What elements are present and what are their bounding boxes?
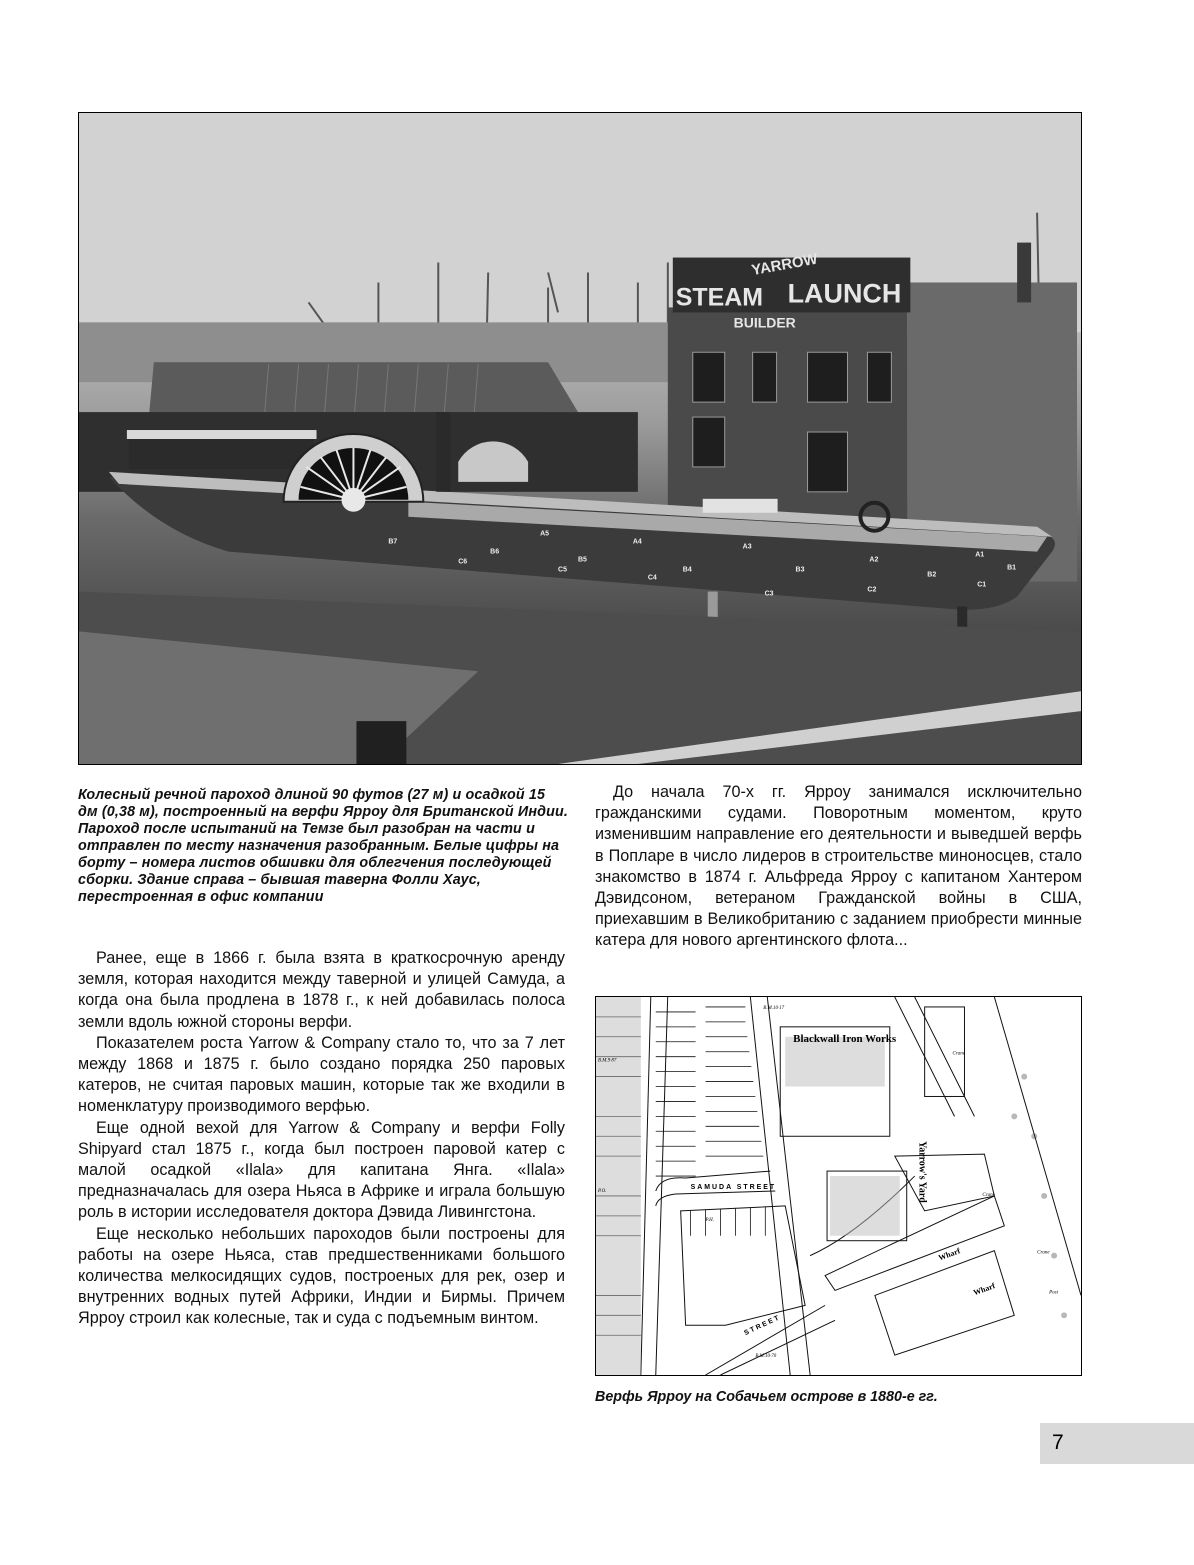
photo-caption: Колесный речной пароход длиной 90 футов (27 м) и осадкой 15 дм (0,38 м), построенный на верфи Ярроу для Британской Индии. Пароход после испытаний на Темзе был разобран на части и отправлен по месту назначения разобранным. Белые цифры на борту – номера листов обшивки для облегчения последующей сборки. Здание справа – бывшая таверна Фолли Хаус, перестроенная в офис компании	[78, 787, 569, 905]
svg-text:B7: B7	[388, 538, 398, 546]
map-caption: Верфь Ярроу на Собачьем острове в 1880-е гг.	[595, 1389, 938, 1405]
paragraph: Еще одной вехой для Yarrow & Company и верфи Folly Shipyard стал 1875 г., когда был построен паровой катер с малой осадкой «Ilala» для капитана Янга. «Ilala» предназначалась для озера Ньяса в Африке и играла большую роль в истории исследователя доктора Дэвида Ливингстона.	[78, 1118, 565, 1222]
paddle-steamer-illustration	[79, 113, 1081, 764]
page-number: 7	[1052, 1431, 1064, 1454]
paragraph: Еще несколько небольших пароходов были построены для работы на озере Ньяса, став предшественниками большого количества мелкосидящих судов, построеных для рек, озер и внутренних водных путей Африки, Индии и Бирмы. Причем Ярроу строил как колесные, так и суда с подъемным винтом.	[78, 1224, 565, 1328]
svg-text:C1: C1	[977, 581, 987, 589]
shipyard-photo	[78, 112, 1082, 765]
svg-text:A5: A5	[540, 530, 550, 538]
svg-text:B.M.10·70: B.M.10·70	[755, 1354, 777, 1360]
svg-text:A2: A2	[869, 556, 879, 564]
sign-bottom-text: BUILDER	[733, 314, 796, 331]
map-label-wharf-1: Wharf	[937, 1246, 962, 1263]
sign-left-text: STEAM	[675, 283, 764, 312]
left-column	[78, 948, 565, 1330]
svg-text:B1: B1	[1007, 564, 1017, 572]
paragraph: Показателем роста Yarrow & Company стало то, что за 7 лет между 1868 и 1875 г. было создано порядка 250 паровых катеров, не считая паровых машин, которые так же входили в номенклатуру производимого верфью.	[78, 1033, 565, 1116]
map-label-wharf-2: Wharf	[972, 1281, 997, 1298]
shipyard-map	[595, 996, 1082, 1376]
svg-text:B.M.9·87: B.M.9·87	[597, 1058, 617, 1064]
svg-text:C6: C6	[458, 558, 468, 566]
svg-text:Crane: Crane	[1037, 1250, 1050, 1256]
svg-text:P.O.: P.O.	[597, 1188, 607, 1194]
paragraph: Ранее, еще в 1866 г. была взята в краткосрочную аренду земля, которая находится между таверной и улицей Самуда, а когда она была продлена в 1878 г., к ней добавилась полоса земли вдоль южной стороны верфи.	[78, 949, 565, 1031]
svg-text:P.H.: P.H.	[705, 1217, 715, 1223]
map-illustration	[596, 997, 1081, 1375]
page-number-box	[1040, 1423, 1194, 1464]
svg-text:B3: B3	[795, 566, 805, 574]
svg-text:Crane: Crane	[982, 1192, 995, 1198]
svg-text:Crane: Crane	[952, 1051, 965, 1057]
svg-text:B5: B5	[578, 556, 587, 564]
svg-text:A3: A3	[742, 543, 752, 551]
map-label-bottom-street: STREET	[743, 1314, 782, 1338]
svg-text:B2: B2	[927, 571, 937, 579]
paragraph: До начала 70-х гг. Ярроу занимался исключительно гражданскими судами. Поворотным моментом, круто изменившим направление его деятельности и выведшей верфь в Попларе в число лидеров в строительстве миноносцев, стало знакомство в 1874 г. Альфреда Ярроу с капитаном Хантером Дэвидсоном, ветераном Гражданской войны в США, приехавшим в Великобританию с заданием приобрести минные катера для нового аргентинского флота...	[595, 783, 1082, 950]
map-label-samuda-street: SAMUDA STREET	[690, 1183, 777, 1191]
svg-text:B4: B4	[682, 566, 692, 574]
svg-text:C2: C2	[867, 586, 877, 594]
map-label-iron-works: Blackwall Iron Works	[793, 1032, 897, 1045]
svg-text:B.M.10·17: B.M.10·17	[763, 1005, 785, 1011]
svg-text:B6: B6	[490, 548, 500, 556]
svg-text:C5: C5	[558, 566, 567, 574]
sign-arch-text: YARROW	[750, 250, 819, 280]
sign-right-text: LAUNCH	[787, 278, 902, 309]
svg-text:A1: A1	[975, 551, 985, 559]
svg-text:Post: Post	[1049, 1290, 1058, 1296]
right-column	[595, 782, 1082, 952]
svg-text:C3: C3	[764, 590, 774, 598]
map-label-yarrows-yard: Yarrow's Yard	[916, 1141, 928, 1203]
svg-text:A4: A4	[632, 538, 642, 546]
svg-text:C4: C4	[647, 574, 657, 582]
